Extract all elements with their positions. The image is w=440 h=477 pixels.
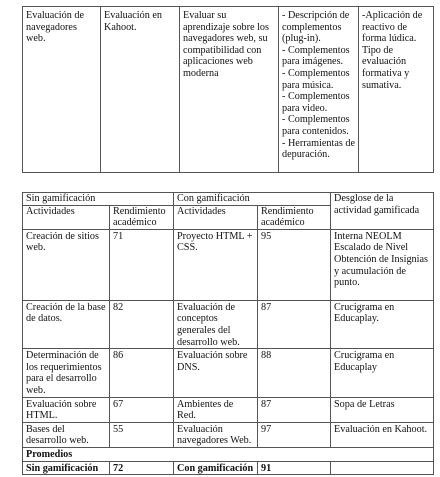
cell-desglose: Crucigrama en Educaplay. [331, 300, 434, 348]
cell-rend-con: 87 [258, 397, 331, 422]
objective-cell: Evaluar su aprendizaje sobre los navegadores web, su compatibilidad con aplicaciones web moderna [180, 7, 279, 173]
table-row [23, 229, 434, 300]
cell-act-con: Evaluación sobre DNS. [174, 349, 258, 397]
cell-rend-sin: 71 [110, 229, 174, 300]
cell-act-sin: Bases del desarrollo web. [23, 422, 110, 447]
cell-desglose: Crucigrama en Educaplay [331, 349, 434, 397]
header-sin-gamificacion: Sin gamificación [23, 193, 174, 206]
gamification-comparison-table [22, 192, 434, 475]
cell-act-con: Evaluación de conceptos generales del desarrollo web. [174, 300, 258, 348]
table-row [23, 7, 434, 173]
application-cell: -Aplicación de reactivo de forma lúdica. Tipo de evaluación formativa y sumativa. [359, 7, 434, 173]
cell-act-sin: Creación de sitios web. [23, 229, 110, 300]
summary-empty-cell [331, 461, 434, 475]
summary-sin-label: Sin gamificación [23, 461, 110, 475]
cell-desglose: Sopa de Letras [331, 397, 434, 422]
cell-act-con: Ambientes de Red. [174, 397, 258, 422]
table-row [23, 349, 434, 397]
contents-cell: - Descripción de complementos (plug-in). - Complementos para imágenes. - Complementos para música. - Complementos para video. - Complementos para contenidos. - Herramientas de depuración. [279, 7, 359, 173]
summary-con-label: Con gamificación [174, 461, 258, 475]
cell-rend-sin: 67 [110, 397, 174, 422]
table-row [23, 397, 434, 422]
activity-name-cell: Evaluación de navegadores web. [23, 7, 101, 173]
cell-act-sin: Evaluación sobre HTML. [23, 397, 110, 422]
promedios-label: Promedios [23, 447, 434, 461]
cell-rend-sin: 86 [110, 349, 174, 397]
header-actividades-sin: Actividades [23, 205, 110, 229]
header-desglose: Desglose de la actividad gamificada [331, 193, 434, 230]
cell-rend-sin: 82 [110, 300, 174, 348]
summary-con-value: 91 [258, 461, 331, 475]
cell-act-sin: Determinación de los requerimientos para el desarrollo web. [23, 349, 110, 397]
cell-rend-con: 97 [258, 422, 331, 447]
table-row [23, 422, 434, 447]
activity-detail-table [22, 6, 434, 173]
table-row [23, 300, 434, 348]
cell-rend-sin: 55 [110, 422, 174, 447]
cell-rend-con: 88 [258, 349, 331, 397]
cell-act-sin: Creación de la base de datos. [23, 300, 110, 348]
cell-desglose: Evaluación en Kahoot. [331, 422, 434, 447]
header-actividades-con: Actividades [174, 205, 258, 229]
cell-rend-con: 95 [258, 229, 331, 300]
group-header-row [23, 193, 434, 206]
cell-act-con: Proyecto HTML + CSS. [174, 229, 258, 300]
header-rendimiento-con: Rendimiento académico [258, 205, 331, 229]
header-con-gamificacion: Con gamificación [174, 193, 331, 206]
header-rendimiento-sin: Rendimiento académico [110, 205, 174, 229]
promedios-row [23, 447, 434, 461]
summary-sin-value: 72 [110, 461, 174, 475]
cell-act-con: Evaluación navegadores Web. [174, 422, 258, 447]
cell-desglose: Interna NEOLM Escalado de Nivel Obtención de Insignias y acumulación de punto. [331, 229, 434, 300]
cell-rend-con: 87 [258, 300, 331, 348]
evaluation-tool-cell: Evaluación en Kahoot. [101, 7, 180, 173]
summary-row [23, 461, 434, 475]
